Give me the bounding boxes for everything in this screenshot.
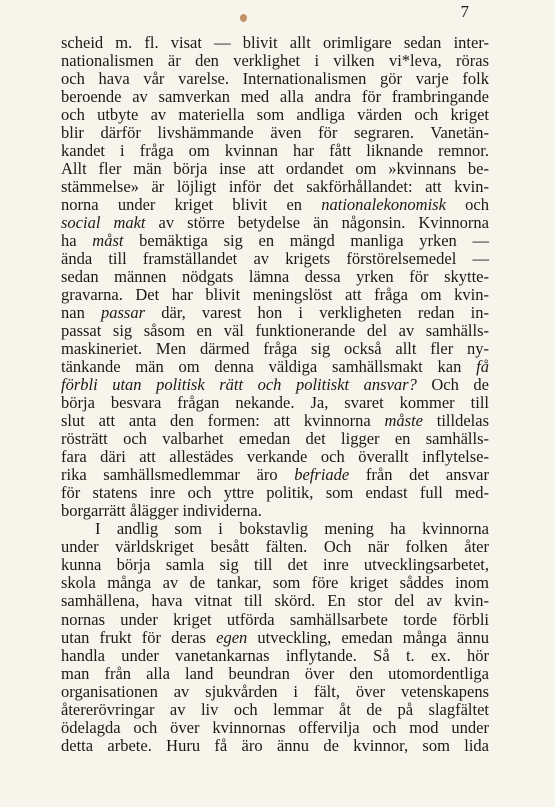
italic-text: nationalekonomisk — [321, 195, 446, 215]
text-line — [61, 448, 489, 466]
italic-text: måst — [92, 231, 124, 251]
text-segment: blir därför livshämmande även för segraren. Vanetän- — [61, 123, 489, 143]
text-segment: organisationen av sjukvården i fält, över vetenskapens — [61, 681, 489, 701]
text-segment: ha — [61, 231, 93, 251]
text-segment: sedan männen nödgats lämna dessa yrken för skytte- — [61, 267, 489, 287]
text-segment: och — [445, 195, 489, 215]
text-line — [61, 430, 489, 448]
text-segment: man från alla land beundran över den utomordentliga — [61, 663, 489, 683]
text-segment: börja besvara frågan nekande. Ja, svaret kommer till — [61, 393, 489, 413]
text-segment: nan — [61, 303, 102, 323]
text-segment: av större betydelse än någonsin. Kvinnorna — [145, 213, 489, 233]
text-line — [61, 665, 489, 683]
text-line — [61, 52, 489, 70]
text-segment: maskineriet. Men därmed fråga sig också allt fler ny- — [61, 339, 489, 359]
page-number: 7 — [460, 2, 469, 21]
text-line — [61, 250, 489, 268]
text-segment: borgarrätt ålägger individerna. — [61, 501, 262, 521]
text-line — [61, 34, 489, 52]
text-segment: utan frukt för deras — [61, 627, 217, 647]
text-segment: stämmelse» är löjligt inför det sakförhållandet: att kvin- — [61, 177, 489, 197]
text-segment: beroende av samverkan med alla andra för frambringande — [61, 87, 489, 107]
text-segment: under världskriget besått fälten. Och när folken åter — [61, 537, 489, 557]
text-segment: från det ansvar — [349, 465, 489, 485]
text-segment: ända till framställandet av krigets förstörelsemedel — — [61, 249, 489, 269]
text-line — [61, 538, 489, 556]
text-segment: slut att anta den formen: att kvinnorna — [61, 411, 385, 431]
text-line — [61, 196, 489, 214]
italic-text: befriade — [294, 465, 350, 485]
text-line — [61, 142, 489, 160]
text-line — [61, 214, 489, 232]
text-line — [61, 683, 489, 701]
text-line — [61, 394, 489, 412]
text-line — [61, 70, 489, 88]
text-segment: och utbyte av materiella som andliga värden och kriget — [61, 105, 489, 125]
text-segment: kandet i fråga om kvinnan har fått liknande remnor. — [61, 141, 489, 161]
text-segment: samhällena, hava vitnat till skörd. En stor del av kvin- — [61, 591, 489, 611]
italic-text: förbli utan politisk rätt och politiskt ansvar? — [61, 375, 417, 395]
text-line — [61, 88, 489, 106]
text-segment: handla under vanetankarnas inflytande. Så t. ex. hör — [61, 645, 489, 665]
text-line — [61, 520, 489, 538]
text-line — [61, 629, 489, 647]
text-line — [61, 412, 489, 430]
text-line — [61, 268, 489, 286]
text-line — [61, 466, 489, 484]
text-line — [61, 232, 489, 250]
ink-mark — [240, 14, 247, 22]
text-line — [61, 647, 489, 665]
text-segment: och hava vår varelse. Internationalismen gör varje folk — [61, 69, 489, 89]
text-segment: återerövringar av liv och lemmar åt de på slagfältet — [61, 699, 489, 719]
text-line — [61, 340, 489, 358]
text-line — [61, 322, 489, 340]
text-segment: rösträtt och valbarhet emedan det ligger en samhälls- — [61, 429, 489, 449]
text-segment: för statens inre och yttre politik, som endast full med- — [61, 483, 489, 503]
text-segment: skola många av de tankar, som före kriget såddes inom — [61, 573, 489, 593]
text-segment: utveckling, emedan många ännu — [247, 627, 489, 647]
text-segment: rika samhällsmedlemmar äro — [61, 465, 295, 485]
text-line — [61, 611, 489, 629]
text-line — [61, 719, 489, 737]
text-line — [61, 701, 489, 719]
italic-text: social makt — [61, 213, 146, 233]
text-segment: kunna börja samla sig till det inre utvecklingsarbetet, — [61, 555, 489, 575]
text-line — [61, 502, 489, 520]
text-line — [61, 160, 489, 178]
italic-text: egen — [216, 627, 248, 647]
body-text — [61, 34, 489, 755]
text-segment: I andlig som i bokstavlig mening ha kvinnorna — [95, 519, 489, 539]
text-segment: ödelagda och över kvinnornas offervilja och mod under — [61, 717, 489, 737]
text-segment: Allt fler män börja inse att ordandet om »kvinnans be- — [61, 159, 489, 179]
italic-text: få — [476, 357, 489, 377]
text-line — [61, 106, 489, 124]
text-segment: tilldelas — [423, 411, 489, 431]
text-segment: där, varest hon i verkligheten redan in- — [145, 303, 490, 323]
italic-text: passar — [101, 303, 146, 323]
text-line — [61, 592, 489, 610]
text-segment: tänkande män om denna väldiga samhällsmakt kan — [61, 357, 477, 377]
text-line — [61, 124, 489, 142]
text-line — [61, 376, 489, 394]
text-segment: detta arbete. Huru få äro ännu de kvinnor, som lida — [61, 735, 489, 755]
text-line — [61, 304, 489, 322]
text-line — [61, 358, 489, 376]
text-line — [61, 556, 489, 574]
text-segment: gravarna. Det har blivit meningslöst att fråga om kvin- — [61, 285, 489, 305]
text-segment: Och de — [416, 375, 489, 395]
text-line — [61, 574, 489, 592]
text-segment: scheid m. fl. visat — blivit allt orimligare sedan inter- — [61, 33, 489, 52]
text-segment: passat sig såsom en väl funktionerande del av samhälls- — [61, 321, 489, 341]
text-line — [61, 484, 489, 502]
text-segment: norna under kriget blivit en — [61, 195, 322, 215]
text-segment: nornas under kriget utförda samhällsarbete torde förbli — [61, 609, 489, 629]
text-line — [61, 737, 489, 755]
text-segment: bemäktiga sig en mängd manliga yrken — — [123, 231, 489, 251]
text-line — [61, 178, 489, 196]
italic-text: måste — [384, 411, 423, 431]
text-segment: fara däri att allestädes verkande och överallt inflytelse- — [61, 447, 489, 467]
text-segment: nationalismen är den verklighet i vilken vi*leva, röras — [61, 51, 489, 71]
text-line — [61, 286, 489, 304]
